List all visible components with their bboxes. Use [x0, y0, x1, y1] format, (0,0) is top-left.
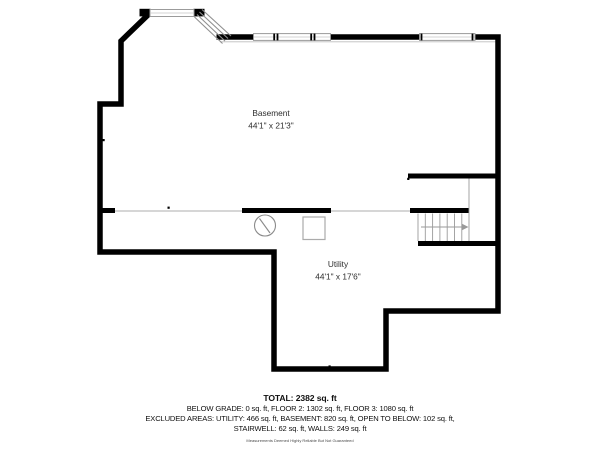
area-summary	[0, 393, 600, 443]
window-mullion	[277, 34, 279, 41]
outer-walls	[100, 14, 498, 370]
bay-window	[140, 9, 232, 44]
utility-room-dimensions: 44'1" x 17'6"	[315, 271, 361, 282]
tick-mark	[168, 207, 170, 209]
bay-wall-stub-left	[140, 9, 151, 17]
summary-line-excluded: EXCLUDED AREAS: UTILITY: 466 sq. ft, BASEMENT: 820 sq. ft, OPEN TO BELOW: 102 sq. ft,	[145, 413, 455, 423]
outer-wall-outline	[100, 14, 498, 370]
basement-room-label: Basement	[252, 108, 290, 118]
tick-mark	[103, 139, 105, 141]
window-mullion	[314, 34, 316, 41]
stair-arrow-head	[462, 224, 469, 230]
utility-room-label: Utility	[327, 259, 349, 269]
tick-mark	[407, 178, 409, 180]
total-area-text: TOTAL: 2382 sq. ft	[263, 393, 337, 403]
disclaimer-text: Measurements Deemed Highly Reliable But Not Guaranteed	[246, 437, 354, 443]
utility-box	[303, 217, 325, 240]
window-mullion	[310, 34, 312, 41]
window-mullion	[421, 34, 423, 41]
tick-mark	[496, 248, 498, 250]
summary-line-stairwell: STAIRWELL: 62 sq. ft, WALLS: 249 sq. ft	[233, 423, 367, 433]
tick-mark	[329, 365, 331, 367]
summary-line-floors: BELOW GRADE: 0 sq. ft, FLOOR 2: 1302 sq. ft, FLOOR 3: 1080 sq. ft	[186, 404, 414, 413]
fixtures	[255, 215, 326, 240]
thin-lines	[115, 42, 496, 211]
window-mullion	[273, 34, 275, 41]
basement-room-dimensions: 44'1" x 21'3"	[248, 120, 294, 131]
room-labels	[248, 108, 361, 282]
window-mullion	[472, 34, 474, 41]
